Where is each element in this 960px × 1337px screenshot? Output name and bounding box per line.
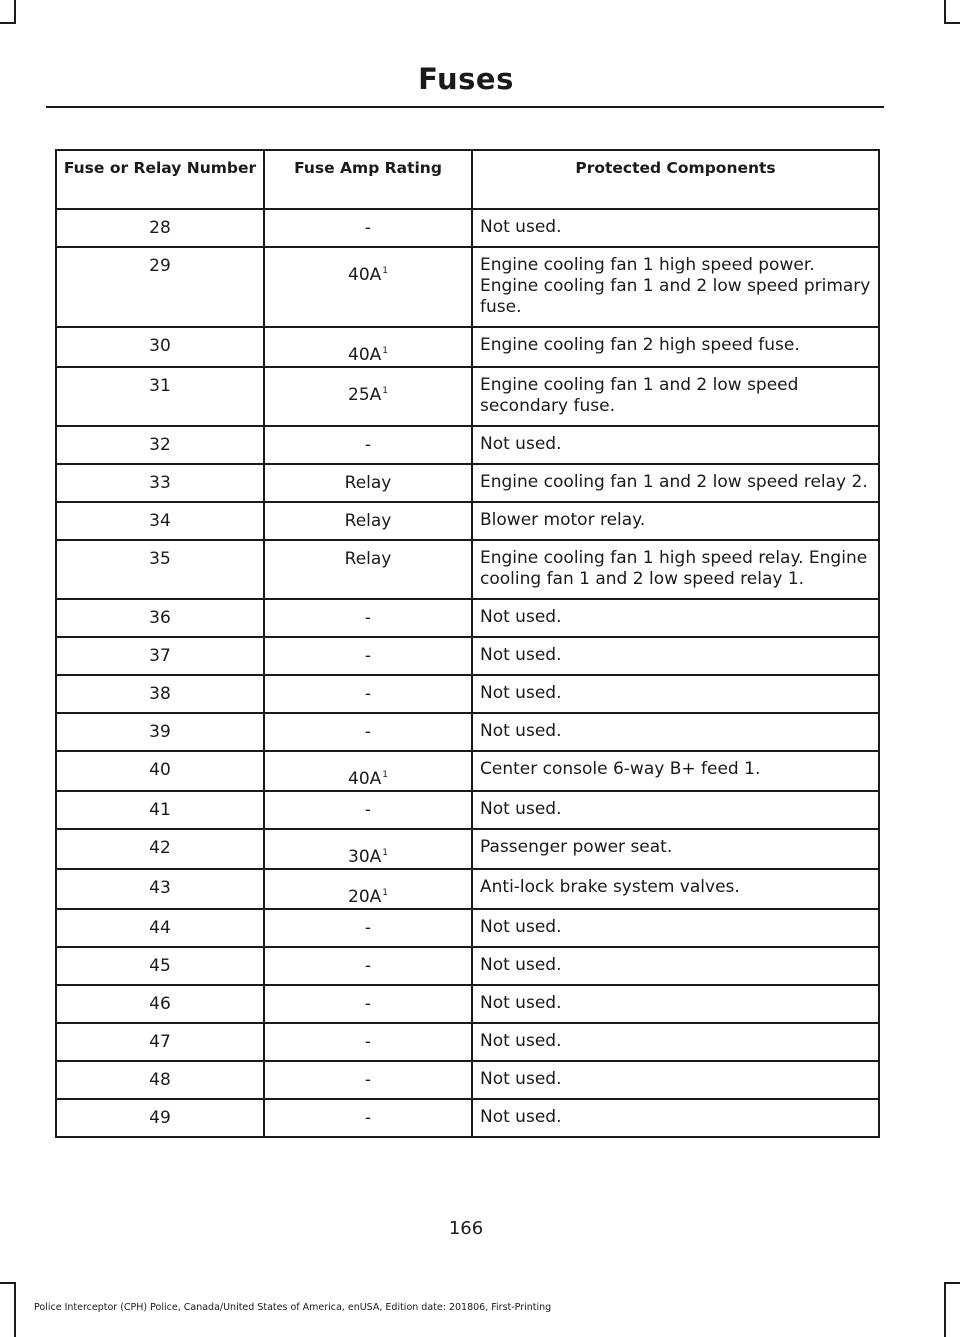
protected-components: Not used. bbox=[472, 909, 879, 947]
amp-rating bbox=[264, 751, 472, 791]
amp-rating bbox=[264, 502, 472, 540]
table-row bbox=[56, 985, 879, 1023]
amp-value: - bbox=[364, 994, 372, 1014]
amp-value: - bbox=[364, 1108, 372, 1128]
table-row bbox=[56, 791, 879, 829]
table-row bbox=[56, 675, 879, 713]
amp-value: - bbox=[364, 918, 372, 938]
protected-components: Not used. bbox=[472, 985, 879, 1023]
table-row bbox=[56, 713, 879, 751]
protected-components: Not used. bbox=[472, 426, 879, 464]
column-header-amp-rating: Fuse Amp Rating bbox=[264, 150, 472, 209]
amp-rating bbox=[264, 713, 472, 751]
amp-value: - bbox=[364, 218, 372, 238]
protected-components: Not used. bbox=[472, 1061, 879, 1099]
crop-mark-top-right-h bbox=[944, 22, 960, 24]
fuse-number: 43 bbox=[56, 869, 264, 909]
footnote-marker: 1 bbox=[382, 266, 388, 276]
amp-rating bbox=[264, 637, 472, 675]
crop-mark-bottom-right-h bbox=[944, 1282, 960, 1284]
amp-value: 25A bbox=[348, 385, 382, 405]
amp-rating bbox=[264, 869, 472, 909]
amp-rating bbox=[264, 947, 472, 985]
crop-mark-top-left-v bbox=[14, 0, 16, 22]
header-divider bbox=[46, 106, 884, 108]
amp-rating bbox=[264, 426, 472, 464]
amp-rating bbox=[264, 367, 472, 426]
crop-mark-top-right-v bbox=[944, 0, 946, 22]
column-header-fuse-number: Fuse or Relay Number bbox=[56, 150, 264, 209]
protected-components: Not used. bbox=[472, 947, 879, 985]
protected-components: Engine cooling fan 1 high speed relay. Engine cooling fan 1 and 2 low speed relay 1. bbox=[472, 540, 879, 599]
crop-mark-bottom-right-v bbox=[944, 1282, 946, 1337]
fuse-number: 46 bbox=[56, 985, 264, 1023]
amp-value: - bbox=[364, 956, 372, 976]
amp-value: - bbox=[364, 435, 372, 455]
protected-components: Blower motor relay. bbox=[472, 502, 879, 540]
fuse-number: 34 bbox=[56, 502, 264, 540]
amp-value: 20A bbox=[348, 887, 382, 907]
amp-rating bbox=[264, 1061, 472, 1099]
table-row bbox=[56, 1023, 879, 1061]
table-row bbox=[56, 464, 879, 502]
table-row bbox=[56, 426, 879, 464]
page-footer: Police Interceptor (CPH) Police, Canada/United States of America, enUSA, Edition date: 201806, First-Printing bbox=[34, 1302, 552, 1313]
amp-value: - bbox=[364, 608, 372, 628]
amp-rating bbox=[264, 599, 472, 637]
table-row bbox=[56, 209, 879, 247]
fuse-table bbox=[55, 149, 880, 1138]
protected-components: Engine cooling fan 1 and 2 low speed relay 2. bbox=[472, 464, 879, 502]
fuse-number: 37 bbox=[56, 637, 264, 675]
footnote-marker: 1 bbox=[382, 848, 388, 858]
amp-rating bbox=[264, 791, 472, 829]
table-header-row bbox=[56, 150, 879, 209]
table-row bbox=[56, 247, 879, 327]
amp-value: - bbox=[364, 800, 372, 820]
amp-value: - bbox=[364, 646, 372, 666]
amp-value: - bbox=[364, 722, 372, 742]
crop-mark-top-left-h bbox=[0, 22, 16, 24]
protected-components: Not used. bbox=[472, 599, 879, 637]
protected-components: Passenger power seat. bbox=[472, 829, 879, 869]
amp-value: - bbox=[364, 684, 372, 704]
amp-value: 40A bbox=[348, 345, 382, 365]
amp-rating bbox=[264, 1023, 472, 1061]
footnote-marker: 1 bbox=[382, 888, 388, 898]
fuse-number: 30 bbox=[56, 327, 264, 367]
protected-components: Not used. bbox=[472, 209, 879, 247]
page-number: 166 bbox=[448, 1218, 484, 1239]
page-title: Fuses bbox=[418, 62, 514, 96]
amp-value: Relay bbox=[344, 511, 392, 531]
table-row bbox=[56, 327, 879, 367]
fuse-number: 32 bbox=[56, 426, 264, 464]
amp-rating bbox=[264, 464, 472, 502]
footnote-marker: 1 bbox=[382, 386, 388, 396]
table-row bbox=[56, 502, 879, 540]
footnote-marker: 1 bbox=[382, 770, 388, 780]
protected-components: Not used. bbox=[472, 791, 879, 829]
fuse-number: 49 bbox=[56, 1099, 264, 1137]
fuse-number: 44 bbox=[56, 909, 264, 947]
amp-value: - bbox=[364, 1070, 372, 1090]
table-row bbox=[56, 869, 879, 909]
protected-components: Not used. bbox=[472, 675, 879, 713]
amp-rating bbox=[264, 1099, 472, 1137]
protected-components: Not used. bbox=[472, 637, 879, 675]
amp-value: - bbox=[364, 1032, 372, 1052]
fuse-number: 48 bbox=[56, 1061, 264, 1099]
fuse-number: 36 bbox=[56, 599, 264, 637]
amp-rating bbox=[264, 909, 472, 947]
amp-rating bbox=[264, 209, 472, 247]
amp-value: 30A bbox=[348, 847, 382, 867]
footnote-marker: 1 bbox=[382, 346, 388, 356]
crop-mark-bottom-left-v bbox=[14, 1282, 16, 1337]
fuse-number: 29 bbox=[56, 247, 264, 327]
amp-value: Relay bbox=[344, 549, 392, 569]
table-row bbox=[56, 540, 879, 599]
amp-value: 40A bbox=[348, 265, 382, 285]
table-row bbox=[56, 829, 879, 869]
protected-components: Engine cooling fan 1 high speed power. Engine cooling fan 1 and 2 low speed primary fuse. bbox=[472, 247, 879, 327]
fuse-number: 33 bbox=[56, 464, 264, 502]
amp-rating bbox=[264, 247, 472, 327]
amp-rating bbox=[264, 675, 472, 713]
protected-components: Anti-lock brake system valves. bbox=[472, 869, 879, 909]
fuse-number: 41 bbox=[56, 791, 264, 829]
fuse-number: 35 bbox=[56, 540, 264, 599]
fuse-number: 45 bbox=[56, 947, 264, 985]
table-row bbox=[56, 1061, 879, 1099]
table-row bbox=[56, 751, 879, 791]
protected-components: Engine cooling fan 2 high speed fuse. bbox=[472, 327, 879, 367]
table-row bbox=[56, 947, 879, 985]
protected-components: Not used. bbox=[472, 713, 879, 751]
table-row bbox=[56, 909, 879, 947]
amp-rating bbox=[264, 985, 472, 1023]
table-row bbox=[56, 367, 879, 426]
fuse-number: 28 bbox=[56, 209, 264, 247]
fuse-number: 39 bbox=[56, 713, 264, 751]
protected-components: Center console 6-way B+ feed 1. bbox=[472, 751, 879, 791]
fuse-number: 40 bbox=[56, 751, 264, 791]
fuse-number: 38 bbox=[56, 675, 264, 713]
amp-value: Relay bbox=[344, 473, 392, 493]
amp-rating bbox=[264, 829, 472, 869]
amp-value: 40A bbox=[348, 769, 382, 789]
column-header-protected-components: Protected Components bbox=[472, 150, 879, 209]
protected-components: Not used. bbox=[472, 1099, 879, 1137]
fuse-number: 31 bbox=[56, 367, 264, 426]
table-row bbox=[56, 637, 879, 675]
crop-mark-bottom-left-h bbox=[0, 1282, 16, 1284]
protected-components: Not used. bbox=[472, 1023, 879, 1061]
table-row bbox=[56, 599, 879, 637]
table-row bbox=[56, 1099, 879, 1137]
fuse-number: 42 bbox=[56, 829, 264, 869]
amp-rating bbox=[264, 327, 472, 367]
protected-components: Engine cooling fan 1 and 2 low speed secondary fuse. bbox=[472, 367, 879, 426]
fuse-number: 47 bbox=[56, 1023, 264, 1061]
fuse-table-body bbox=[56, 209, 879, 1137]
amp-rating bbox=[264, 540, 472, 599]
